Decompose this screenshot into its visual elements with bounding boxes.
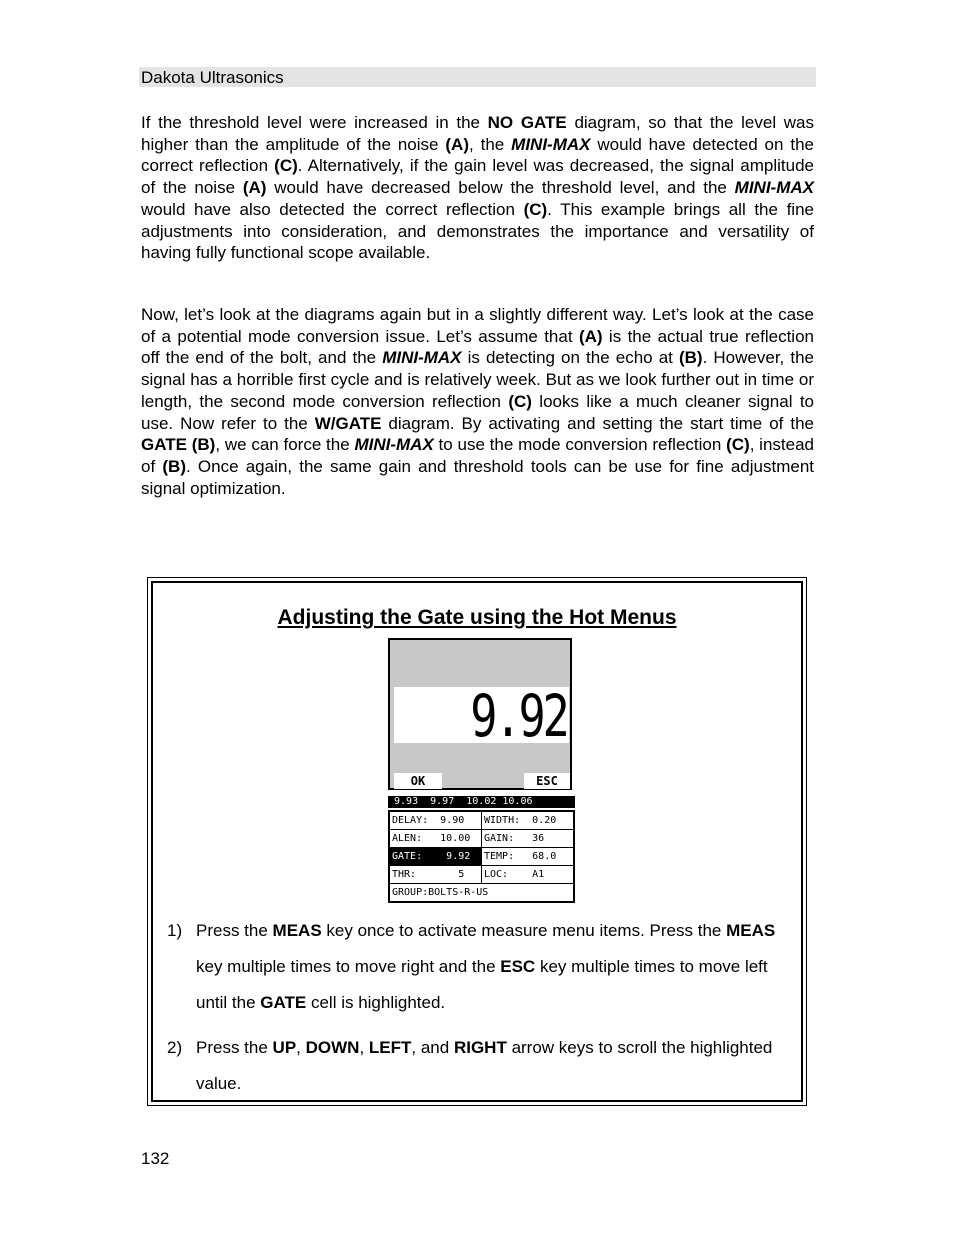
text: key once to activate measure menu items. Press the [321, 921, 727, 940]
text: . Once again, the same gain and threshold tools can be use for fine adjustment signal optimization. [141, 456, 814, 498]
esc-softkey: ESC [524, 773, 570, 789]
text: . This example brings all the fine adjustments into consideration, and demonstrates the importance and versatility of having fully functional scope available. [141, 199, 814, 263]
text: If the threshold level were increased in the [141, 113, 488, 132]
loc-cell: LOC: A1 [484, 869, 545, 880]
text: would have detected on the correct reflection [141, 134, 814, 176]
product-name: MINI-MAX [354, 435, 434, 455]
paragraph-mode-conversion [141, 304, 814, 499]
step-number: 2) [167, 1038, 183, 1057]
bold-text: W/GATE [314, 413, 382, 433]
text: arrow keys to scroll the highlighted value. [196, 1038, 773, 1093]
box-title: Adjusting the Gate using the Hot Menus [277, 606, 677, 629]
ok-softkey: OK [394, 773, 442, 789]
text: key multiple times to move left until the [196, 957, 768, 1012]
key-name: LEFT [368, 1038, 412, 1057]
instruction-box [147, 577, 807, 1106]
product-name: MINI-MAX [511, 134, 591, 154]
key-name: GATE [260, 993, 307, 1012]
bold-text: (A) [578, 326, 603, 346]
text: cell is highlighted. [306, 993, 446, 1012]
text: would have also detected the correct reflection [141, 199, 524, 219]
bold-text: (A) [445, 134, 469, 154]
bold-text: (C) [508, 391, 532, 411]
steps-list [167, 913, 787, 1102]
gain-cell: GAIN: 36 [484, 833, 545, 844]
bold-text: (B) [162, 456, 186, 476]
gate-cell-highlighted: GATE: 9.92 [390, 848, 482, 865]
product-name: MINI-MAX [382, 348, 462, 368]
key-name: DOWN [305, 1038, 360, 1057]
text: , we can force the [215, 435, 355, 455]
width-cell: WIDTH: 0.20 [484, 815, 557, 826]
menu-row [390, 848, 573, 866]
text: diagram. By activating and setting the start time of the [381, 413, 814, 433]
key-name: ESC [500, 957, 536, 976]
bold-text: (C) [274, 156, 298, 176]
menu-row [390, 866, 573, 884]
step-item [167, 913, 787, 1021]
text: looks like a much cleaner signal to use. Now refer to the [141, 391, 815, 433]
reading-history-bar: 9.93 9.97 10.02 10.06 [388, 796, 575, 808]
text: . However, the signal has a horrible first cycle and is relatively week. But as we look further out in time or length, the second mode conversion reflection [141, 348, 814, 411]
alen-cell: ALEN: 10.00 [390, 830, 482, 847]
text: , instead of [141, 435, 814, 476]
instruction-box-border [151, 581, 803, 1102]
menu-row [390, 830, 573, 848]
paragraph-threshold [141, 112, 814, 264]
reading-display [394, 682, 569, 750]
menu-row [390, 812, 573, 830]
text: , and [411, 1038, 454, 1057]
text: is the actual true reflection off the end of the bolt, and the [141, 326, 814, 368]
key-name: MEAS [726, 921, 776, 940]
text: would have decreased below the threshold level, and the [266, 178, 735, 198]
text: is detecting on the echo at [461, 348, 679, 368]
bold-text: GATE (B) [141, 435, 216, 455]
text: to use the mode conversion reflection [433, 435, 727, 455]
product-name: MINI-MAX [734, 178, 814, 198]
text: Now, let’s look at the diagrams again but in a slightly different way. Let’s look at the case of a potential mode conversion issue. Let’s assume that [141, 305, 814, 346]
text: . Alternatively, if the gain level was decreased, the signal amplitude of the noise [141, 156, 814, 198]
delay-cell: DELAY: 9.90 [390, 812, 482, 829]
hot-menu-grid [388, 810, 575, 903]
group-cell: GROUP:BOLTS-R-US [392, 887, 489, 898]
header-title: Dakota Ultrasonics [141, 68, 284, 87]
text: , [296, 1038, 306, 1057]
key-name: UP [272, 1038, 297, 1057]
bold-text: NO GATE [487, 113, 567, 132]
thr-cell: THR: 5 [390, 866, 482, 883]
text: key multiple times to move right and the [196, 957, 501, 976]
text: Press the [196, 1038, 273, 1057]
key-name: MEAS [272, 921, 322, 940]
text: Press the [196, 921, 273, 940]
menu-row [390, 884, 573, 901]
key-name: RIGHT [453, 1038, 507, 1057]
text: , the [469, 134, 512, 154]
running-header [139, 67, 816, 87]
step-item [167, 1030, 787, 1102]
page-number: 132 [141, 1149, 170, 1168]
text: , [359, 1038, 369, 1057]
temp-cell: TEMP: 68.0 [484, 851, 557, 862]
device-screen [388, 638, 572, 790]
step-number: 1) [167, 921, 183, 940]
text: diagram, so that the level was higher than the amplitude of the noise [141, 113, 814, 154]
bold-text: (C) [726, 435, 750, 455]
thickness-reading: 9.92 [470, 682, 567, 750]
bold-text: (B) [678, 348, 703, 368]
bold-text: (A) [242, 178, 267, 198]
bold-text: (C) [523, 199, 548, 219]
